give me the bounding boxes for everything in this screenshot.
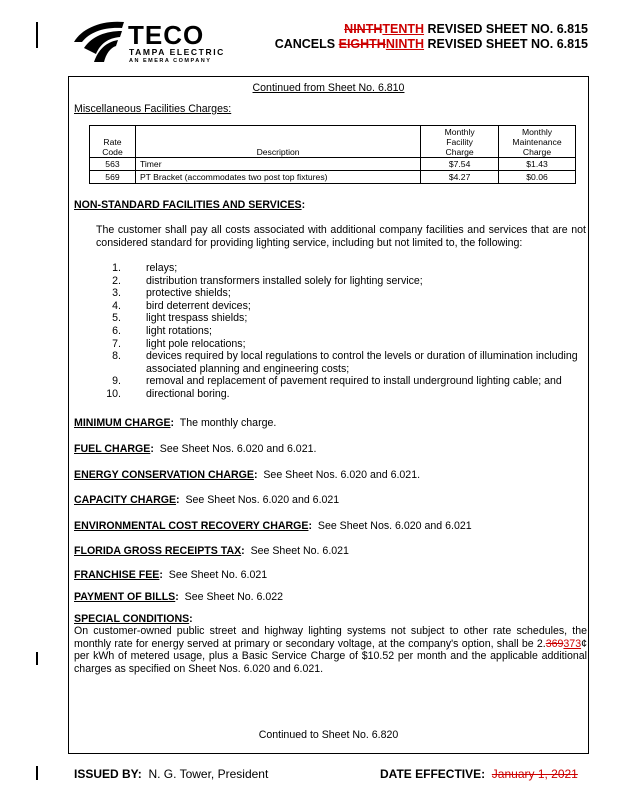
misc-charges-title: Miscellaneous Facilities Charges: xyxy=(74,103,232,115)
table-row xyxy=(90,171,576,184)
deleted-rate: 369 xyxy=(545,637,564,650)
issued-by-value: N. G. Tower, President xyxy=(148,767,269,781)
capacity-charge-section: CAPACITY CHARGE: See Sheet Nos. 6.020 and 6.021 xyxy=(74,494,340,506)
issued-by xyxy=(74,767,268,781)
sheet-number-text: REVISED SHEET NO. 6.815 xyxy=(424,22,588,36)
facility-charge-cell: $4.27 xyxy=(421,171,499,184)
description-header: Description xyxy=(135,126,420,158)
fuel-charge-section: FUEL CHARGE: See Sheet Nos. 6.020 and 6.021. xyxy=(74,443,317,455)
table-header-row xyxy=(90,126,576,158)
revision-bar-mid xyxy=(36,652,38,665)
facility-charge-cell: $7.54 xyxy=(421,158,499,171)
list-item: 8. devices required by local regulations to control the levels or duration of illumination including associated planning and engineering costs; xyxy=(112,350,578,375)
date-effective-label: DATE EFFECTIVE: xyxy=(380,767,486,781)
list-item: 5. light trespass shields; xyxy=(112,312,248,325)
maintenance-charge-cell: $0.06 xyxy=(499,171,576,184)
description-cell: Timer xyxy=(135,158,420,171)
facility-charge-header: Monthly Facility Charge xyxy=(421,126,499,158)
list-item: 1. relays; xyxy=(112,262,178,274)
revision-bar-top xyxy=(36,22,38,48)
list-item: 3. protective shields; xyxy=(112,287,231,300)
nonstandard-intro: The customer shall pay all costs associated with additional company facilities and services that are not considered standard for providing lighting service, including but not limited to, the following: xyxy=(96,224,586,249)
inserted-revision: TENTH xyxy=(382,22,425,36)
energy-conservation-section: ENERGY CONSERVATION CHARGE: See Sheet Nos. 6.020 and 6.021. xyxy=(74,469,421,481)
rate-code-header: Rate Code xyxy=(90,126,136,158)
payment-of-bills-section: PAYMENT OF BILLS: See Sheet No. 6.022 xyxy=(74,591,284,603)
cancels-prefix: CANCELS xyxy=(274,37,339,51)
minimum-charge-section: MINIMUM CHARGE: The monthly charge. xyxy=(74,417,277,429)
date-effective-value: January 1, 2021 xyxy=(491,767,578,781)
continued-from: Continued from Sheet No. 6.810 xyxy=(252,82,405,94)
facilities-charges-table xyxy=(89,125,576,184)
list-item: 10. directional boring. xyxy=(106,387,230,400)
nonstandard-heading-line: NON-STANDARD FACILITIES AND SERVICES: xyxy=(74,199,306,211)
table-row xyxy=(90,158,576,171)
list-item: 4. bird deterrent devices; xyxy=(112,299,251,312)
franchise-fee-section: FRANCHISE FEE: See Sheet No. 6.021 xyxy=(74,569,268,581)
tariff-content-box xyxy=(68,76,589,754)
sheet-number-line xyxy=(344,22,588,36)
description-cell: PT Bracket (accommodates two post top fixtures) xyxy=(135,171,420,184)
special-conditions-text: On customer-owned public street and highway lighting systems not subject to other rate schedules, the monthly rate for energy served at primary or secondary voltage, at the company's option, shall be 2.369373¢ per kWh of metered usage, plus a Basic Service Charge of $10.52 per month and the applicable additional charges as specified on Sheet Nos. 6.020 and 6.021. xyxy=(74,625,587,675)
inserted-revision: NINTH xyxy=(385,37,425,51)
teco-logo xyxy=(72,18,252,68)
inserted-rate: 373 xyxy=(563,637,582,650)
list-item: 7. light pole relocations; xyxy=(112,337,246,350)
maintenance-charge-cell: $1.43 xyxy=(499,158,576,171)
deleted-revision: EIGHTH xyxy=(338,37,386,51)
environmental-cost-section: ENVIRONMENTAL COST RECOVERY CHARGE: See Sheet Nos. 6.020 and 6.021 xyxy=(74,520,472,532)
maintenance-charge-header: Monthly Maintenance Charge xyxy=(499,126,576,158)
cancels-sheet-text: REVISED SHEET NO. 6.815 xyxy=(424,37,588,51)
rate-code-cell: 569 xyxy=(90,171,136,184)
logo-name: TECO xyxy=(128,20,205,50)
deleted-revision: NINTH xyxy=(344,22,383,36)
gross-receipts-tax-section: FLORIDA GROSS RECEIPTS TAX: See Sheet No. 6.021 xyxy=(74,545,349,557)
special-conditions-heading: SPECIAL CONDITIONS: xyxy=(74,613,193,625)
continued-to: Continued to Sheet No. 6.820 xyxy=(258,729,399,741)
nonstandard-heading: NON-STANDARD FACILITIES AND SERVICES xyxy=(74,199,302,211)
list-item: 6. light rotations; xyxy=(112,324,212,337)
logo-tagline: AN EMERA COMPANY xyxy=(129,58,212,64)
issued-by-label: ISSUED BY: xyxy=(74,767,142,781)
date-effective xyxy=(380,767,578,781)
cancels-line xyxy=(275,37,588,51)
rate-code-cell: 563 xyxy=(90,158,136,171)
logo-subtitle: TAMPA ELECTRIC xyxy=(129,47,225,57)
teco-swoosh-icon xyxy=(72,18,126,64)
list-item: 9. removal and replacement of pavement required to install underground lighting cable; and xyxy=(112,375,562,388)
nonstandard-items-list xyxy=(96,262,586,401)
list-item: 2. distribution transformers installed solely for lighting service; xyxy=(112,274,423,287)
revision-bar-bottom xyxy=(36,766,38,780)
